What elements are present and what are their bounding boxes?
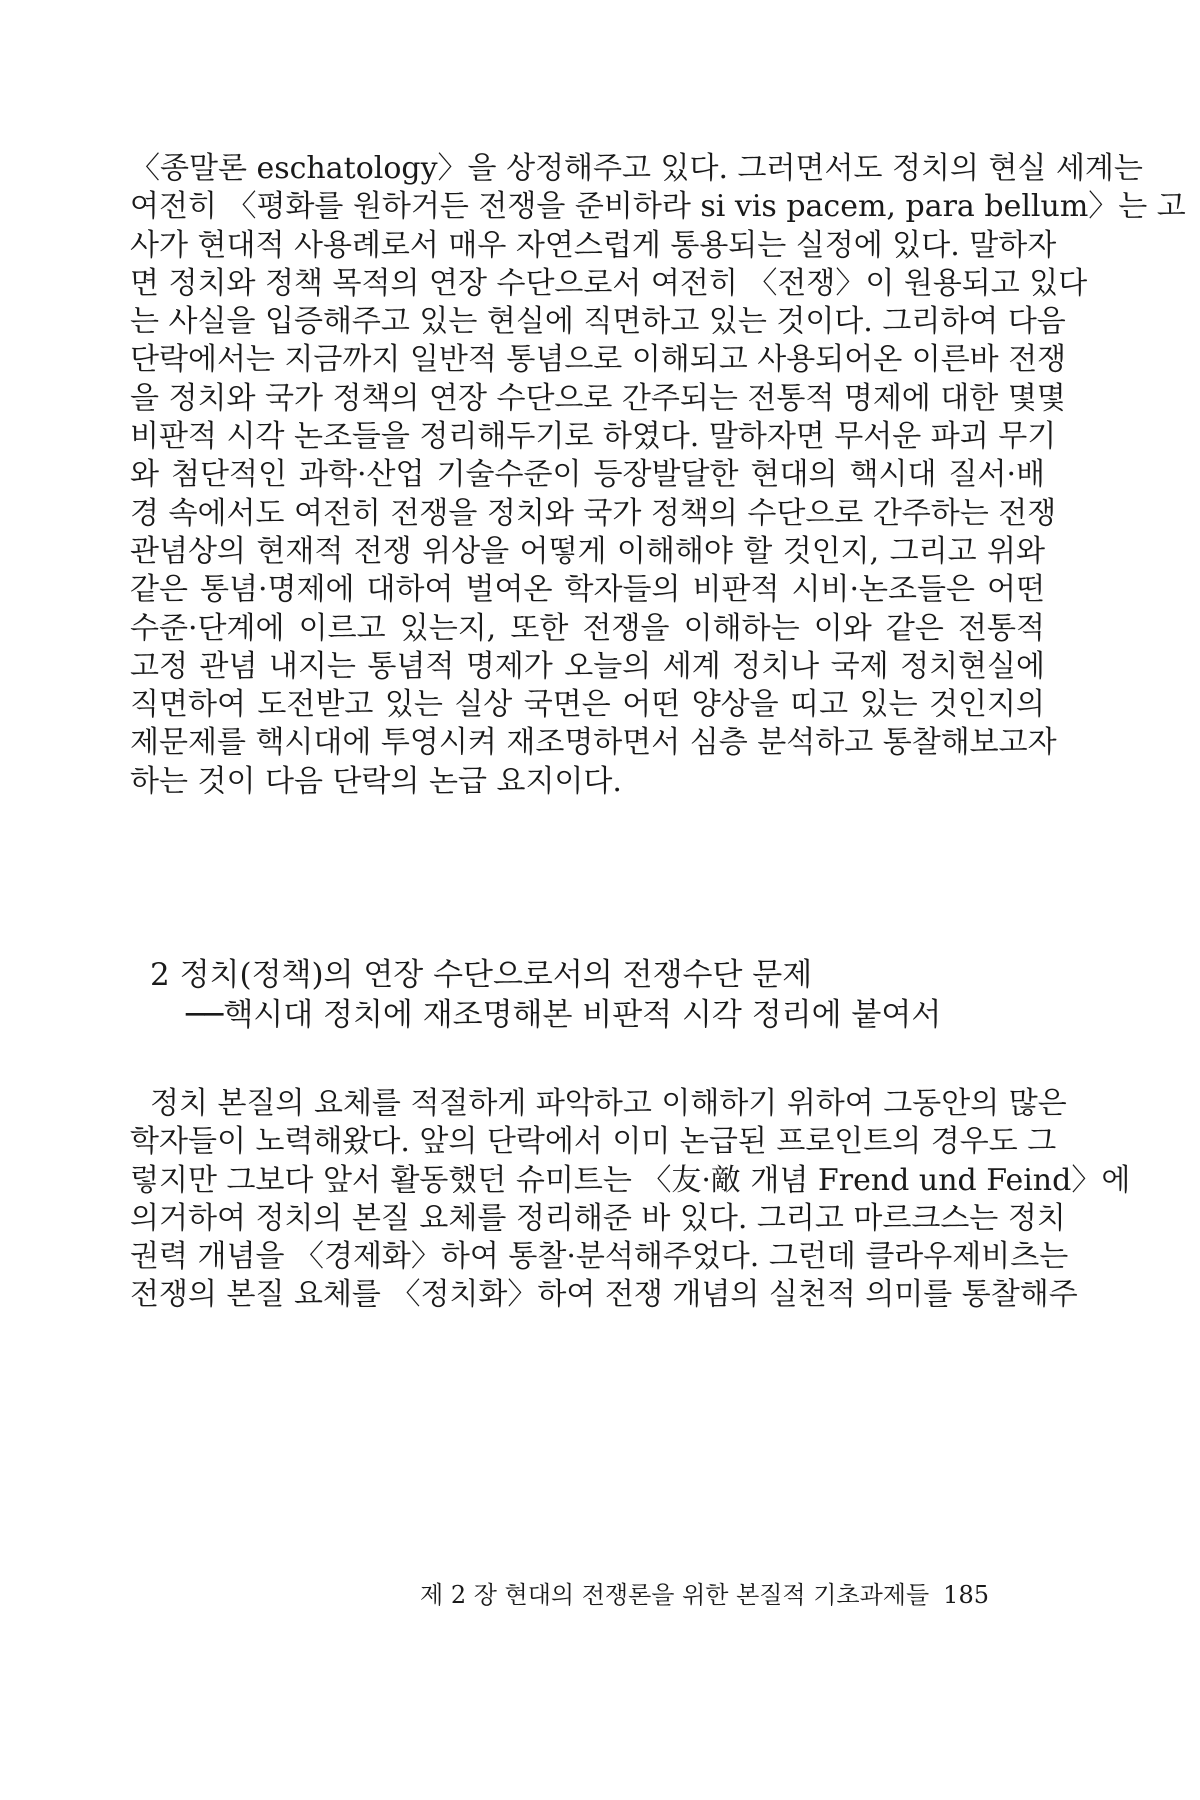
text-line: 하는 것이 다음 단락의 논급 요지이다. (130, 763, 622, 799)
text-line: 권력 개념을 〈경제화〉하여 통찰·분석해주었다. 그런데 클라우제비츠는 (130, 1239, 1069, 1275)
text-line: 여전히 〈평화를 원하거든 전쟁을 준비하라 si vis pacem, para bellum〉는 고 (130, 189, 1186, 225)
text-line: 제문제를 핵시대에 투영시켜 재조명하면서 심층 분석하고 통찰해보고자 (130, 725, 1057, 761)
text-line: 정치 본질의 요체를 적절하게 파악하고 이해하기 위하여 그동안의 많은 (150, 1086, 1067, 1121)
body-paragraph-1 (130, 150, 1186, 801)
text-line: 관념상의 현재적 전쟁 위상을 어떻게 이해해야 할 것인지, 그리고 위와 (130, 533, 1045, 569)
text-line: 면 정치와 정책 목적의 연장 수단으로서 여전히 〈전쟁〉이 원용되고 있다 (130, 265, 1088, 301)
text-line: 을 정치와 국가 정책의 연장 수단으로 간주되는 전통적 명제에 대한 몇몇 (130, 380, 1066, 416)
page-footer (420, 1580, 989, 1610)
text-line: 렇지만 그보다 앞서 활동했던 슈미트는 〈友·敵 개념 Frend und Feind〉에 (130, 1162, 1131, 1198)
section-heading (150, 955, 1050, 1035)
running-title: 제 2 장 현대의 전쟁론을 위한 본질적 기초과제들 (420, 1581, 930, 1609)
page-number: 185 (943, 1581, 989, 1609)
section-heading-subtitle: ──핵시대 정치에 재조명해본 비판적 시각 정리에 붙여서 (186, 997, 942, 1033)
text-line: 의거하여 정치의 본질 요체를 정리해준 바 있다. 그리고 마르크스는 정치 (130, 1200, 1066, 1236)
text-line: 사가 현대적 사용례로서 매우 자연스럽게 통용되는 실정에 있다. 말하자 (130, 227, 1057, 263)
text-line: 경 속에서도 여전히 전쟁을 정치와 국가 정책의 수단으로 간주하는 전쟁 (130, 495, 1057, 531)
text-line: 수준·단계에 이르고 있는지, 또한 전쟁을 이해하는 이와 같은 전통적 (130, 610, 1045, 646)
text-line: 같은 통념·명제에 대하여 벌여온 학자들의 비판적 시비·논조들은 어떤 (130, 572, 1045, 608)
text-line: 〈종말론 eschatology〉을 상정해주고 있다. 그러면서도 정치의 현실 세계는 (130, 151, 1143, 186)
body-paragraph-2 (130, 1085, 1131, 1315)
text-line: 직면하여 도전받고 있는 실상 국면은 어떤 양상을 띠고 있는 것인지의 (130, 687, 1045, 723)
text-line: 비판적 시각 논조들을 정리해두기로 하였다. 말하자면 무서운 파괴 무기 (130, 419, 1057, 455)
text-line: 는 사실을 입증해주고 있는 현실에 직면하고 있는 것이다. 그리하여 다음 (130, 304, 1066, 340)
text-line: 와 첨단적인 과학·산업 기술수준이 등장발달한 현대의 핵시대 질서·배 (130, 457, 1045, 493)
text-line: 단락에서는 지금까지 일반적 통념으로 이해되고 사용되어온 이른바 전쟁 (130, 342, 1067, 378)
text-line: 전쟁의 본질 요체를 〈정치화〉하여 전쟁 개념의 실천적 의미를 통찰해주 (130, 1277, 1078, 1313)
text-line: 고정 관념 내지는 통념적 명제가 오늘의 세계 정치나 국제 정치현실에 (130, 648, 1045, 684)
text-line: 학자들이 노력해왔다. 앞의 단락에서 이미 논급된 프로인트의 경우도 그 (130, 1124, 1057, 1160)
section-heading-title: 2 정치(정책)의 연장 수단으로서의 전쟁수단 문제 (150, 957, 813, 993)
